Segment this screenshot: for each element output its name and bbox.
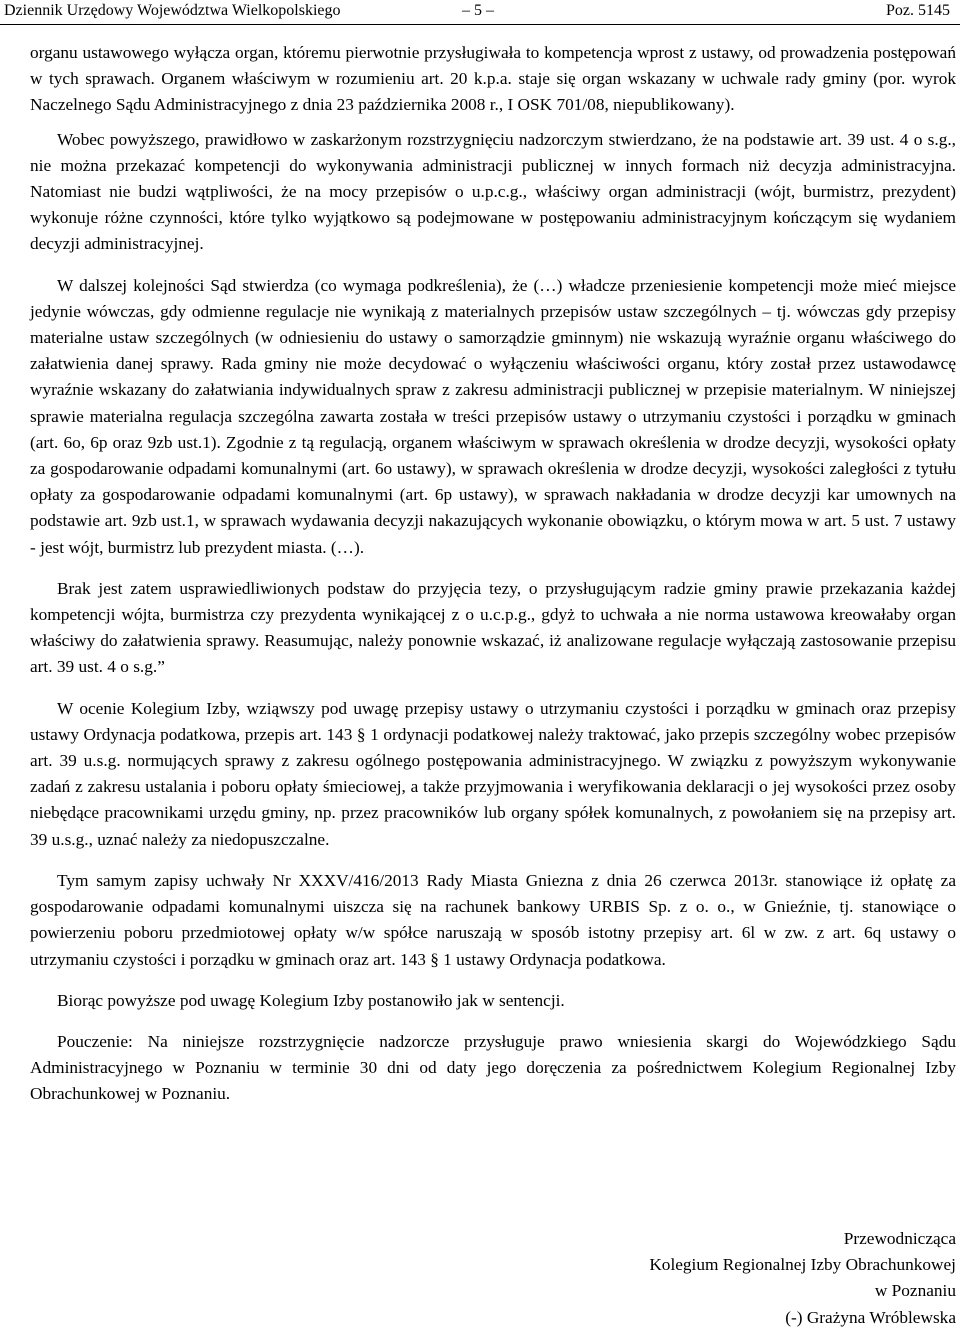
paragraph-chamber-opinion: W ocenie Kolegium Izby, wziąwszy pod uwagę przepisy ustawy o utrzymaniu czystości i porządku w gminach oraz przepisy ustawy Ordynacja podatkowa, przepis art. 143 § 1 ordynacji podatkowej należy traktować, jako przepis szczególny wobec przepisów art. 39 u.s.g. normujących sprawy z zakresu ogólnego postępowania administracyjnego. W związku z powyższym wykonywanie zadań z zakresu ustalania i poboru opłaty śmieciowej, a także przyjmowania i weryfikowania deklaracji o jej wysokości przez osoby niebędące pracownikami urzędu gminy, np. przez pracowników lub organy spółek komunalnych, z powołaniem się na przepisy art. 39 u.s.g., uznać należy za niedopuszczalne. xyxy=(30,698,956,849)
paragraph-continuation: organu ustawowego wyłącza organ, któremu pierwotnie przysługiwała to kompetencja wprost z ustawy, od prowadzenia postępowań w tych sprawach. Organem właściwym w rozumieniu art. 20 k.p.a. staje się organ wskazany w uchwale rady gminy (por. wyrok Naczelnego Sądu Administracyjnego z dnia 23 października 2008 r., I OSK 701/08, niepublikowany). xyxy=(30,43,956,115)
paragraph-conclusion-quote: Brak jest zatem usprawiedliwionych podstaw do przyjęcia tezy, o przysługującym radzie gminy prawie przekazania każdej kompetencji wójta, burmistrza czy prezydenta wynikającej z o u.c.p.g., gdyż to uchwała a nie norma ustawowa kreowałaby organ właściwy do załatwienia sprawy. Reasumując, należy ponownie wskazać, iż analizowane regulacje wyłączają zastosowanie przepisu art. 39 ust. 4 o s.g.” xyxy=(30,578,956,677)
paragraph-decision: Biorąc powyższe pod uwagę Kolegium Izby postanowiło jak w sentencji. xyxy=(57,990,565,1010)
paragraph-resolution-findings: Tym samym zapisy uchwały Nr XXXV/416/2013 Rady Miasta Gniezna z dnia 26 czerwca 2013r. stanowiące iż opłatę za gospodarowanie odpadami komunalnymi uiszcza się na rachunek bankowy URBIS Sp. z o. o., w Gnieźnie, tj. stanowiące o powierzeniu poboru przedmiotowej opłaty w/w spółce naruszają w sposób istotny przepisy art. 6l w zw. z art. 6q ustawy o utrzymaniu czystości i porządku w gminach oraz art. 143 § 1 ustawy Ordynacja podatkowa. xyxy=(30,870,956,969)
page-number: – 5 – xyxy=(462,2,494,19)
signatory-name: (-) Grażyna Wróblewska xyxy=(785,1307,956,1327)
paragraph-instruction: Pouczenie: Na niniejsze rozstrzygnięcie nadzorcze przysługuje prawo wniesienia skargi do Wojewódzkiego Sądu Administracyjnego w Poznaniu w terminie 30 dni od daty jego doręczenia za pośrednictwem Kolegium Regionalnej Izby Obrachunkowej w Poznaniu. xyxy=(30,1031,956,1104)
paragraph-court-finding: W dalszej kolejności Sąd stwierdza (co wymaga podkreślenia), że (…) władcze przeniesienie kompetencji może mieć miejsce jedynie wówczas, gdy odmienne regulacje nie wynikają z materialnych przepisów ustaw szczególnych – tj. wówczas gdy przepisy materialne ustaw szczególnych (w odniesieniu do ustawy o samorządzie gminnym) nie wskazują wyraźnie organu właściwego do załatwienia danej sprawy. Rada gminy nie może decydować o wyłączeniu właściwości organu, który został przez ustawodawcę wyraźnie wskazany do załatwiania indywidualnych spraw z zakresu administracji publicznej w przepisie materialnym. W niniejszej sprawie materialna regulacja szczególna zawarta została w treści przepisów ustawy o utrzymaniu czystości i porządku w gminach (art. 6o, 6p oraz 9zb ust.1). Zgodnie z tą regulacją, organem właściwym w sprawach określenia w drodze decyzji, wysokości opłaty za gospodarowanie odpadami komunalnymi (art. 6o ustawy), w sprawach określenia w drodze decyzji, wysokości zaległości z tytułu opłaty za gospodarowanie odpadami komunalnymi (art. 6p ustawy), w sprawach nakładania w drodze decyzji kar umownych na podstawie art. 9zb ust.1, w sprawach wydawania decyzji nakazujących wykonanie obowiązku, o którym mowa w art. 5 ust. 7 ustawy - jest wójt, burmistrz lub prezydent miasta. (…). xyxy=(30,275,956,557)
signatory-institution: Kolegium Regionalnej Izby Obrachunkowej xyxy=(649,1255,956,1275)
signatory-location: w Poznaniu xyxy=(874,1281,956,1301)
journal-title: Dziennik Urzędowy Województwa Wielkopolskiego xyxy=(4,2,341,19)
page-header xyxy=(0,0,960,25)
document-body xyxy=(30,40,956,1123)
signature-block xyxy=(576,1226,956,1331)
paragraph-quoted-ruling: Wobec powyższego, prawidłowo w zaskarżonym rozstrzygnięciu nadzorczym stwierdzano, że na podstawie art. 39 ust. 4 o s.g., nie można przekazać kompetencji do wykonywania administracji publicznej w innych formach niż decyzja administracyjna. Natomiast nie budzi wątpliwości, że na mocy przepisów o u.p.c.g., właściwy organ administracji (wójt, burmistrz, prezydent) wykonuje różne czynności, które tylko wyjątkowo są podejmowane w postępowaniu administracyjnym kończącym się wydaniem decyzji administracyjnej. xyxy=(30,129,956,254)
position-number: Poz. 5145 xyxy=(886,2,950,19)
signatory-role: Przewodnicząca xyxy=(843,1229,956,1248)
